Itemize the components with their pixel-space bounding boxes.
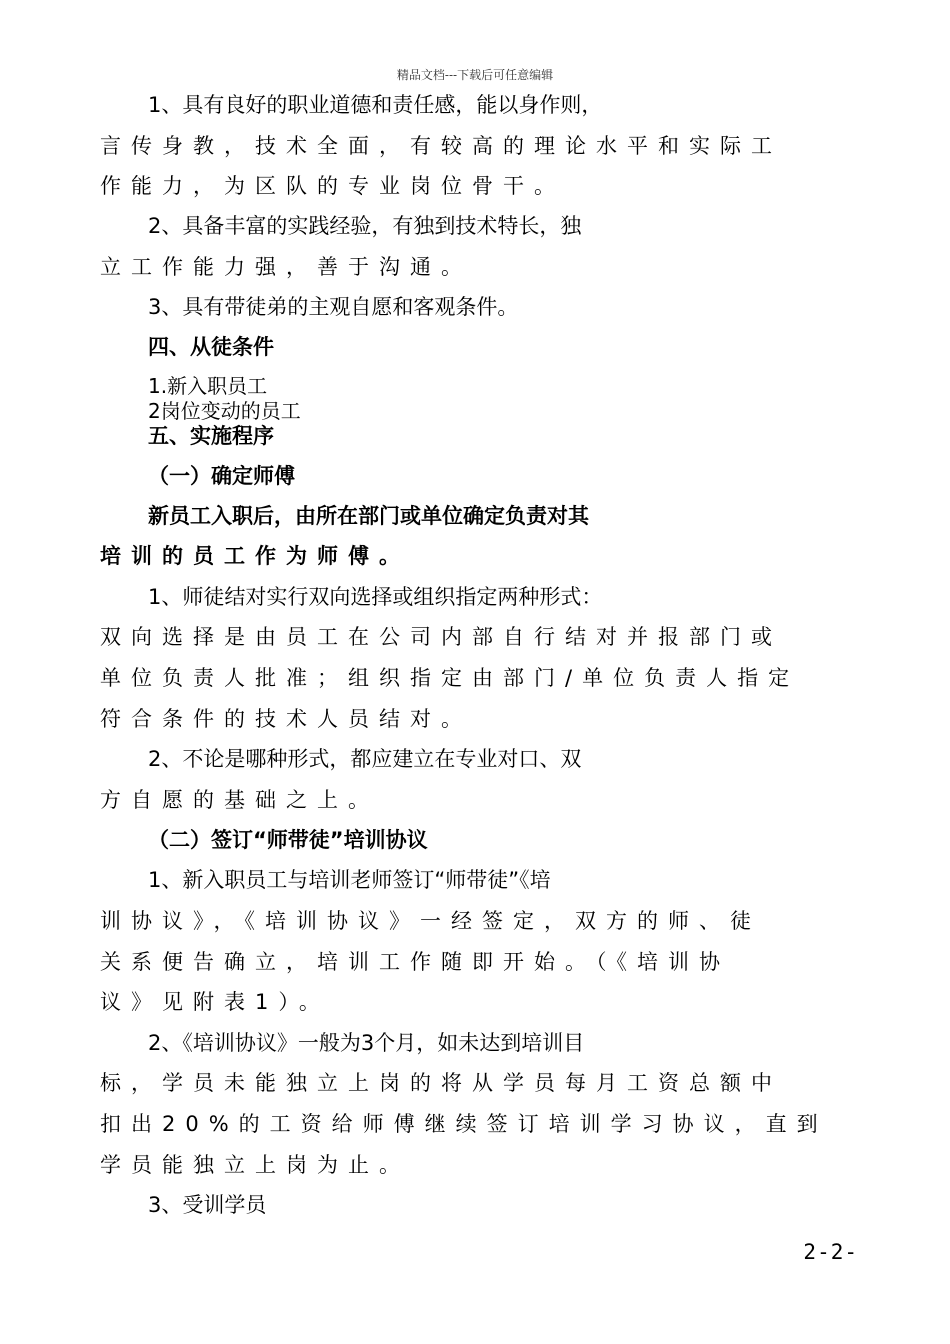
text-line: 3、具有带徒弟的主观自愿和客观条件。: [148, 295, 519, 319]
text-line: 立工作能力强，善于沟通。: [100, 255, 472, 279]
subsection-heading: （二）签订“师带徒”培训协议: [148, 828, 428, 852]
text-line: 符合条件的技术人员结对。: [100, 707, 472, 731]
text-line: 2岗位变动的员工: [148, 399, 301, 423]
text-line: 标，学员未能独立上岗的将从学员每月工资总额中: [100, 1071, 782, 1095]
bold-paragraph-line: 新员工入职后，由所在部门或单位确定负责对其: [148, 504, 589, 528]
page-number: 2-2-: [803, 1240, 858, 1264]
text-line: 扣出20%的工资给师傅继续签订培训学习协议，直到: [100, 1112, 828, 1136]
bold-paragraph-line: 培训的员工作为师傅。: [100, 544, 410, 568]
text-line: 关系便告确立，培训工作随即开始。（《培训协: [100, 950, 730, 974]
text-line: 双向选择是由员工在公司内部自行结对并报部门或: [100, 625, 782, 649]
section-heading: 五、实施程序: [148, 424, 274, 448]
text-line: 1、具有良好的职业道德和责任感，能以身作则，: [148, 93, 603, 117]
text-line: 3、受训学员: [148, 1193, 267, 1217]
text-line: 议》见附表1）。: [100, 990, 330, 1014]
text-line: 1.新入职员工: [148, 374, 268, 398]
text-line: 学员能独立上岗为止。: [100, 1153, 410, 1177]
section-heading: 四、从徒条件: [148, 335, 274, 359]
text-line: 2、具备丰富的实践经验，有独到技术特长，独: [148, 214, 582, 238]
page-header-watermark: 精品文档---下载后可任意编辑: [396, 68, 554, 82]
text-line: 1、师徒结对实行双向选择或组织指定两种形式：: [148, 585, 603, 609]
text-line: 2、《培训协议》一般为3个月，如未达到培训目: [148, 1031, 585, 1055]
text-line: 言传身教，技术全面，有较高的理论水平和实际工: [100, 134, 782, 158]
text-line: 作能力，为区队的专业岗位骨干。: [100, 174, 565, 198]
text-line: 单位负责人批准；组织指定由部门/单位负责人指定: [100, 666, 800, 690]
text-line: 方自愿的基础之上。: [100, 788, 379, 812]
text-line: 2、不论是哪种形式，都应建立在专业对口、双: [148, 747, 582, 771]
subsection-heading: （一）确定师傅: [148, 464, 295, 488]
text-line: 训协议》，《培训协议》一经签定，双方的师、徒: [100, 909, 761, 933]
text-line: 1、新入职员工与培训老师签订“师带徒”《培: [148, 868, 551, 892]
